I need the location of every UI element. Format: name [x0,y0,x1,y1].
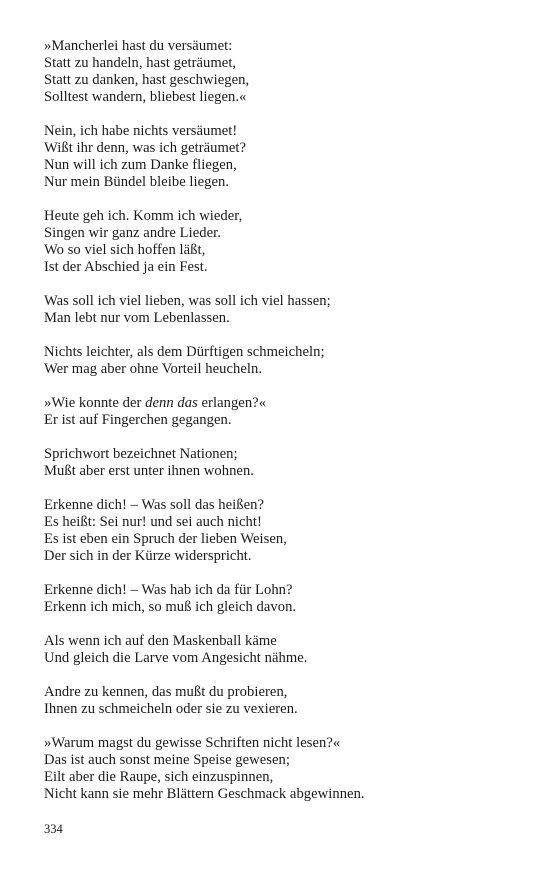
emphasized-text: denn das [145,395,198,411]
poem-line: Solltest wandern, bliebest liegen.« [44,89,247,105]
poem-line: Eilt aber die Raupe, sich einzuspinnen, [44,769,274,785]
poem-line: Wißt ihr denn, was ich geträumet? [44,140,247,156]
stanza-2 [44,123,524,191]
poem-line: Erkenn ich mich, so muß ich gleich davon. [44,599,297,615]
poem-line: Wo so viel sich hoffen läßt, [44,242,206,258]
poem-line: Man lebt nur vom Lebenlassen. [44,310,230,326]
stanza-8 [44,497,524,565]
poem-line: Was soll ich viel lieben, was soll ich viel hassen; [44,293,331,309]
poem-line: Das ist auch sonst meine Speise gewesen; [44,752,290,768]
poem-line: Heute geh ich. Komm ich wieder, [44,208,243,224]
poem-line: Singen wir ganz andre Lieder. [44,225,221,241]
stanza-4 [44,293,524,327]
poem-line: Es ist eben ein Spruch der lieben Weisen, [44,531,287,547]
stanza-7 [44,446,524,480]
poem-line: Sprichwort bezeichnet Nationen; [44,446,238,462]
stanza-6 [44,395,524,429]
poem-text [44,38,524,820]
poem-line: Als wenn ich auf den Maskenball käme [44,633,277,649]
stanza-12 [44,735,524,803]
poem-line: Und gleich die Larve vom Angesicht nähme. [44,650,308,666]
page-number: 334 [44,822,63,836]
stanza-9 [44,582,524,616]
poem-line-part: »Wie konnte der [44,395,146,411]
poem-line: Der sich in der Kürze widerspricht. [44,548,252,564]
poem-line: Statt zu danken, hast geschwiegen, [44,72,250,88]
poem-line: Nur mein Bündel bleibe liegen. [44,174,230,190]
poem-line: Nein, ich habe nichts versäumet! [44,123,238,139]
poem-line: Andre zu kennen, das mußt du probieren, [44,684,288,700]
poem-line: »Mancherlei hast du versäumet: [44,38,233,54]
stanza-11 [44,684,524,718]
poem-line: Nicht kann sie mehr Blättern Geschmack abgewinnen. [44,786,365,802]
poem-line: Mußt aber erst unter ihnen wohnen. [44,463,255,479]
poem-line: Wer mag aber ohne Vorteil heucheln. [44,361,263,377]
stanza-1 [44,38,524,106]
poem-line: »Warum magst du gewisse Schriften nicht lesen?« [44,735,341,751]
poem-line: Statt zu handeln, hast geträumet, [44,55,237,71]
stanza-10 [44,633,524,667]
poem-line-with-emphasis [44,395,524,412]
poem-line: Erkenne dich! – Was soll das heißen? [44,497,265,513]
poem-line: Er ist auf Fingerchen gegangen. [44,412,232,428]
poem-line: Ist der Abschied ja ein Fest. [44,259,208,275]
poem-line: Es heißt: Sei nur! und sei auch nicht! [44,514,262,530]
stanza-5 [44,344,524,378]
poem-line: Erkenne dich! – Was hab ich da für Lohn? [44,582,293,598]
poem-line: Nichts leichter, als dem Dürftigen schmeicheln; [44,344,325,360]
poem-line-part: erlangen?« [197,395,267,411]
poem-line: Nun will ich zum Danke fliegen, [44,157,237,173]
stanza-3 [44,208,524,276]
poem-line: Ihnen zu schmeicheln oder sie zu vexieren. [44,701,298,717]
